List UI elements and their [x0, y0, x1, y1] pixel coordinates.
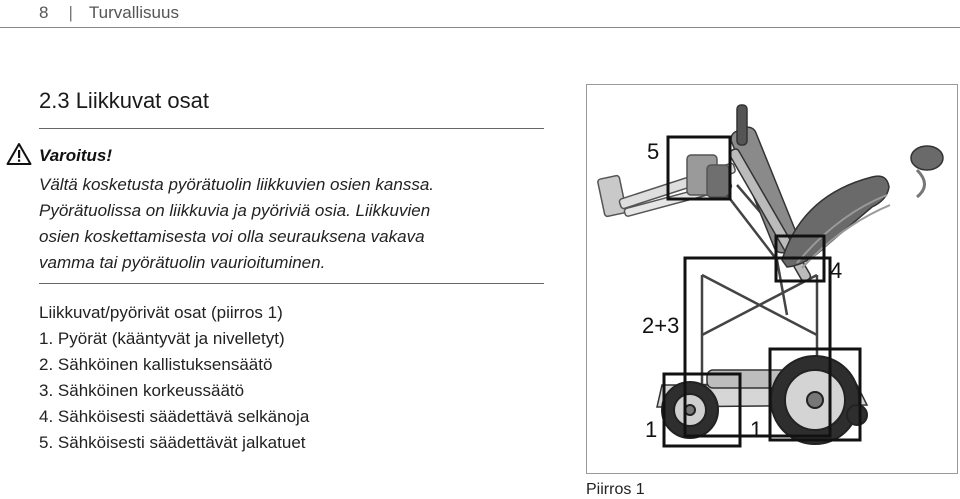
warning-line: Vältä kosketusta pyörätuolin liikkuvien osien kanssa. — [39, 175, 434, 194]
page-number: 8 — [39, 3, 49, 22]
warning-line: Pyörätuolissa on liikkuvia ja pyöriviä osia. Liikkuvien — [39, 201, 431, 220]
list-item: 4. Sähköisesti säädettävä selkänoja — [39, 407, 310, 426]
header-rule — [0, 27, 960, 28]
warning-title: Varoitus! — [39, 146, 113, 165]
callout-label: 4 — [830, 258, 843, 283]
list-heading: Liikkuvat/pyörivät osat (piirros 1) — [39, 303, 283, 322]
header-section: Turvallisuus — [88, 3, 179, 22]
moving-parts-list — [39, 300, 309, 456]
figure-caption: Piirros 1 — [586, 481, 645, 498]
list-item: 2. Sähköinen kallistuksensäätö — [39, 355, 273, 374]
warning-line: vamma tai pyörätuolin vaurioituminen. — [39, 253, 326, 272]
list-item: 1. Pyörät (kääntyvät ja nivelletyt) — [39, 329, 285, 348]
warning-text — [39, 172, 544, 276]
callout-label: 1 — [645, 417, 658, 442]
section-title: 2.3 Liikkuvat osat — [39, 88, 209, 113]
wheelchair-figure — [586, 84, 958, 474]
headrest-drawing — [911, 146, 943, 197]
callout-label: 2+3 — [642, 313, 680, 338]
warning-line: osien koskettamisesta voi olla seurauksena vakava — [39, 227, 425, 246]
warning-triangle-icon — [6, 142, 32, 166]
header-separator: | — [68, 3, 73, 22]
seat-drawing — [782, 176, 890, 268]
page-header — [39, 0, 179, 26]
callout-label: 1 — [750, 417, 763, 442]
list-item: 3. Sähköinen korkeussäätö — [39, 381, 245, 400]
callout-label: 5 — [647, 139, 660, 164]
title-rule — [39, 128, 544, 129]
list-item: 5. Sähköisesti säädettävät jalkatuet — [39, 433, 306, 452]
section-rule — [39, 283, 544, 284]
wheelchair-illustration — [587, 85, 957, 473]
